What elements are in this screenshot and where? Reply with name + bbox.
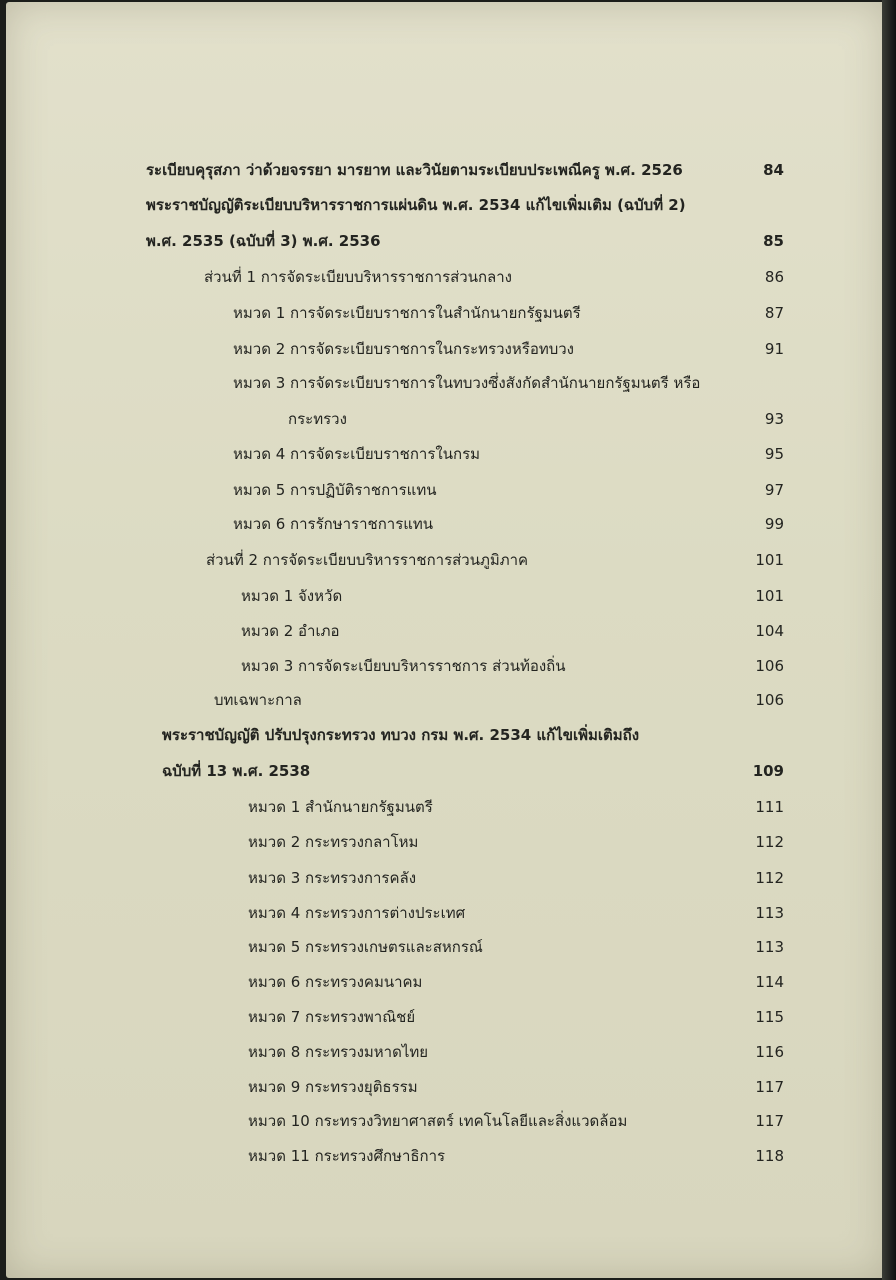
toc-entry-title: พระราชบัญญัติระเบียบบริหารราชการแผ่นดิน พ.ศ. 2534 แก้ไขเพิ่มเติม (ฉบับที่ 2) [146, 196, 686, 214]
toc-entry-chapter: หมวด 3 กระทรวงการคลัง [248, 869, 417, 887]
toc-page-number: 104 [755, 622, 784, 640]
toc-page-number: 93 [764, 410, 784, 428]
toc-page-number: 101 [755, 587, 784, 605]
toc-page-number: 111 [755, 798, 784, 816]
toc-page-number: 109 [752, 762, 784, 780]
toc-page-number: 99 [764, 515, 784, 533]
toc-page-number: 97 [764, 481, 784, 499]
toc-entry-chapter: หมวด 3 การจัดระเบียบบริหารราชการ ส่วนท้องถิ่น [241, 657, 566, 675]
toc-entry-chapter: หมวด 10 กระทรวงวิทยาศาสตร์ เทคโนโลยีและสิ่งแวดล้อม [248, 1112, 628, 1130]
toc-entry-section: ส่วนที่ 2 การจัดระเบียบบริหารราชการส่วนภูมิภาค [206, 551, 529, 569]
toc-entry-section: ส่วนที่ 1 การจัดระเบียบบริหารราชการส่วนกลาง [204, 268, 512, 286]
toc-page-number: 95 [764, 445, 784, 463]
toc-entry-chapter: หมวด 5 การปฏิบัติราชการแทน [233, 481, 437, 499]
toc-page-number: 113 [755, 904, 784, 922]
toc-page-number: 113 [755, 938, 784, 956]
toc-entry-chapter: หมวด 6 การรักษาราชการแทน [233, 515, 434, 533]
toc-entry-title: ฉบับที่ 13 พ.ศ. 2538 [162, 762, 311, 780]
toc-page-number: 106 [755, 657, 784, 675]
toc-page-number: 85 [763, 232, 784, 250]
toc-page-number: 114 [755, 973, 784, 991]
toc-page-number: 112 [755, 869, 784, 887]
toc-entry-chapter: หมวด 4 กระทรวงการต่างประเทศ [248, 904, 466, 922]
toc-entry-chapter: หมวด 8 กระทรวงมหาดไทย [248, 1043, 429, 1061]
toc-page-number: 91 [764, 340, 784, 358]
toc-entry-chapter: หมวด 9 กระทรวงยุติธรรม [248, 1078, 418, 1096]
toc-page-number: 117 [755, 1112, 784, 1130]
toc-entry-continuation: กระทรวง [288, 410, 347, 428]
toc-page-number: 101 [755, 551, 784, 569]
toc-entry-title: ระเบียบคุรุสภา ว่าด้วยจรรยา มารยาท และวินัยตามระเบียบประเพณีครู พ.ศ. 2526 [146, 161, 683, 179]
toc-entry-chapter: หมวด 2 อำเภอ [241, 622, 340, 640]
toc-page-number: 117 [755, 1078, 784, 1096]
page-edge [882, 0, 896, 1280]
toc-entry-chapter: หมวด 2 กระทรวงกลาโหม [248, 833, 419, 851]
toc-entry-chapter: หมวด 7 กระทรวงพาณิชย์ [248, 1008, 416, 1026]
toc-page-number: 116 [755, 1043, 784, 1061]
toc-page-number: 87 [764, 304, 784, 322]
toc-entry-title: พระราชบัญญัติ ปรับปรุงกระทรวง ทบวง กรม พ.ศ. 2534 แก้ไขเพิ่มเติมถึง [162, 726, 640, 744]
toc-entry-chapter: หมวด 11 กระทรวงศึกษาธิการ [248, 1147, 446, 1165]
toc-entry-chapter: หมวด 2 การจัดระเบียบราชการในกระทรวงหรือทบวง [233, 340, 574, 358]
toc-entry-chapter: หมวด 1 การจัดระเบียบราชการในสำนักนายกรัฐมนตรี [233, 304, 581, 322]
toc-page-number: 115 [755, 1008, 784, 1026]
toc-entry-section: บทเฉพาะกาล [214, 691, 302, 709]
toc-entry-chapter: หมวด 1 จังหวัด [241, 587, 343, 605]
toc-page-number: 86 [764, 268, 784, 286]
toc-entry-chapter: หมวด 6 กระทรวงคมนาคม [248, 973, 423, 991]
toc-entry-title: พ.ศ. 2535 (ฉบับที่ 3) พ.ศ. 2536 [146, 232, 381, 250]
toc-page-number: 112 [755, 833, 784, 851]
toc-page-number: 106 [755, 691, 784, 709]
toc-entry-chapter: หมวด 4 การจัดระเบียบราชการในกรม [233, 445, 481, 463]
toc-page-number: 118 [755, 1147, 784, 1165]
toc-entry-chapter: หมวด 5 กระทรวงเกษตรและสหกรณ์ [248, 938, 483, 956]
toc-page-number: 84 [763, 161, 784, 179]
toc-entry-chapter: หมวด 3 การจัดระเบียบราชการในทบวงซึ่งสังกัดสำนักนายกรัฐมนตรี หรือ [233, 374, 701, 392]
toc-entry-chapter: หมวด 1 สำนักนายกรัฐมนตรี [248, 798, 433, 816]
